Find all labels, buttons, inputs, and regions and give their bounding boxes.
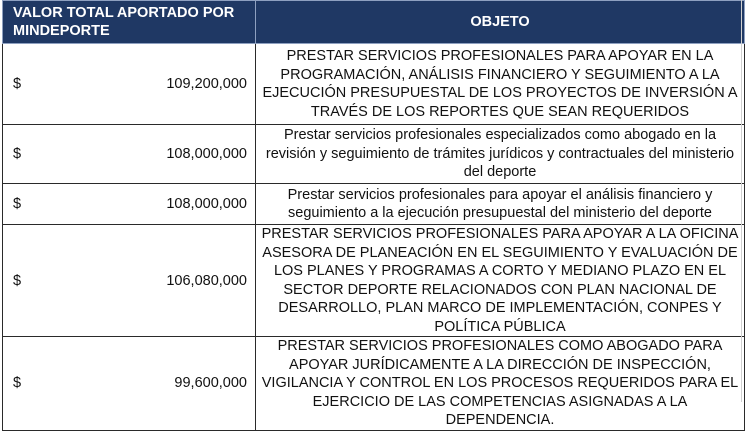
- cell-valor[interactable]: [3, 125, 256, 184]
- cell-valor[interactable]: [3, 44, 256, 125]
- table-row: [3, 184, 745, 225]
- cell-valor[interactable]: [3, 184, 256, 225]
- amount-value: 109,200,000: [166, 75, 247, 92]
- cell-objeto[interactable]: PRESTAR SERVICIOS PROFESIONALES COMO ABOGADO PARA APOYAR JURÍDICAMENTE A LA DIRECCIÓN DE INSPECCIÓN, VIGILANCIA Y CONTROL EN LOS PROCESOS REQUERIDOS PARA EL EJERCICIO DE LAS COMPETENCIAS ASIGNADAS A LA DEPENDENCIA.: [256, 337, 745, 431]
- currency-symbol: $: [13, 375, 22, 391]
- amount-value: 106,080,000: [166, 272, 247, 289]
- amount-value: 99,600,000: [174, 375, 247, 391]
- amount-value: 108,000,000: [166, 195, 247, 212]
- currency-symbol: $: [13, 75, 22, 92]
- currency-symbol: $: [13, 272, 22, 289]
- currency-symbol: $: [13, 195, 22, 212]
- cell-objeto[interactable]: PRESTAR SERVICIOS PROFESIONALES PARA APOYAR EN LA PROGRAMACIÓN, ANÁLISIS FINANCIERO Y SEGUIMIENTO A LA EJECUCIÓN PRESUPUESTAL DE LOS PROYECTOS DE INVERSIÓN A TRAVÉS DE LOS REPORTES QUE SEAN REQUERIDOS: [256, 44, 745, 125]
- table-row: [3, 225, 745, 337]
- cell-objeto[interactable]: PRESTAR SERVICIOS PROFESIONALES PARA APOYAR A LA OFICINA ASESORA DE PLANEACIÓN EN EL SEGUIMIENTO Y EVALUACIÓN DE LOS PLANES Y PROGRAMAS A CORTO Y MEDIANO PLAZO EN EL SECTOR DEPORTE RELACIONADOS CON PLAN NACIONAL DE DESARROLLO, PLAN MARCO DE IMPLEMENTACIÓN, CONPES Y POLÍTICA PÚBLICA: [256, 225, 745, 337]
- amount-value: 108,000,000: [166, 145, 247, 162]
- cell-objeto[interactable]: Prestar servicios profesionales especializados como abogado en la revisión y seguimiento de trámites jurídicos y contractuales del ministerio del deporte: [256, 125, 745, 184]
- currency-symbol: $: [13, 145, 22, 162]
- table-row: [3, 337, 745, 431]
- cell-valor[interactable]: [3, 337, 256, 431]
- table-row: [3, 44, 745, 125]
- table-row: [3, 125, 745, 184]
- header-objeto[interactable]: OBJETO: [256, 1, 745, 44]
- grid-line: [741, 0, 742, 402]
- header-row: [3, 1, 745, 44]
- cell-objeto[interactable]: Prestar servicios profesionales para apoyar el análisis financiero y seguimiento a la ejecución presupuestal del ministerio del deporte: [256, 184, 745, 225]
- contracts-table: [2, 0, 745, 431]
- header-valor-total[interactable]: VALOR TOTAL APORTADO POR MINDEPORTE: [3, 1, 256, 44]
- cell-valor[interactable]: [3, 225, 256, 337]
